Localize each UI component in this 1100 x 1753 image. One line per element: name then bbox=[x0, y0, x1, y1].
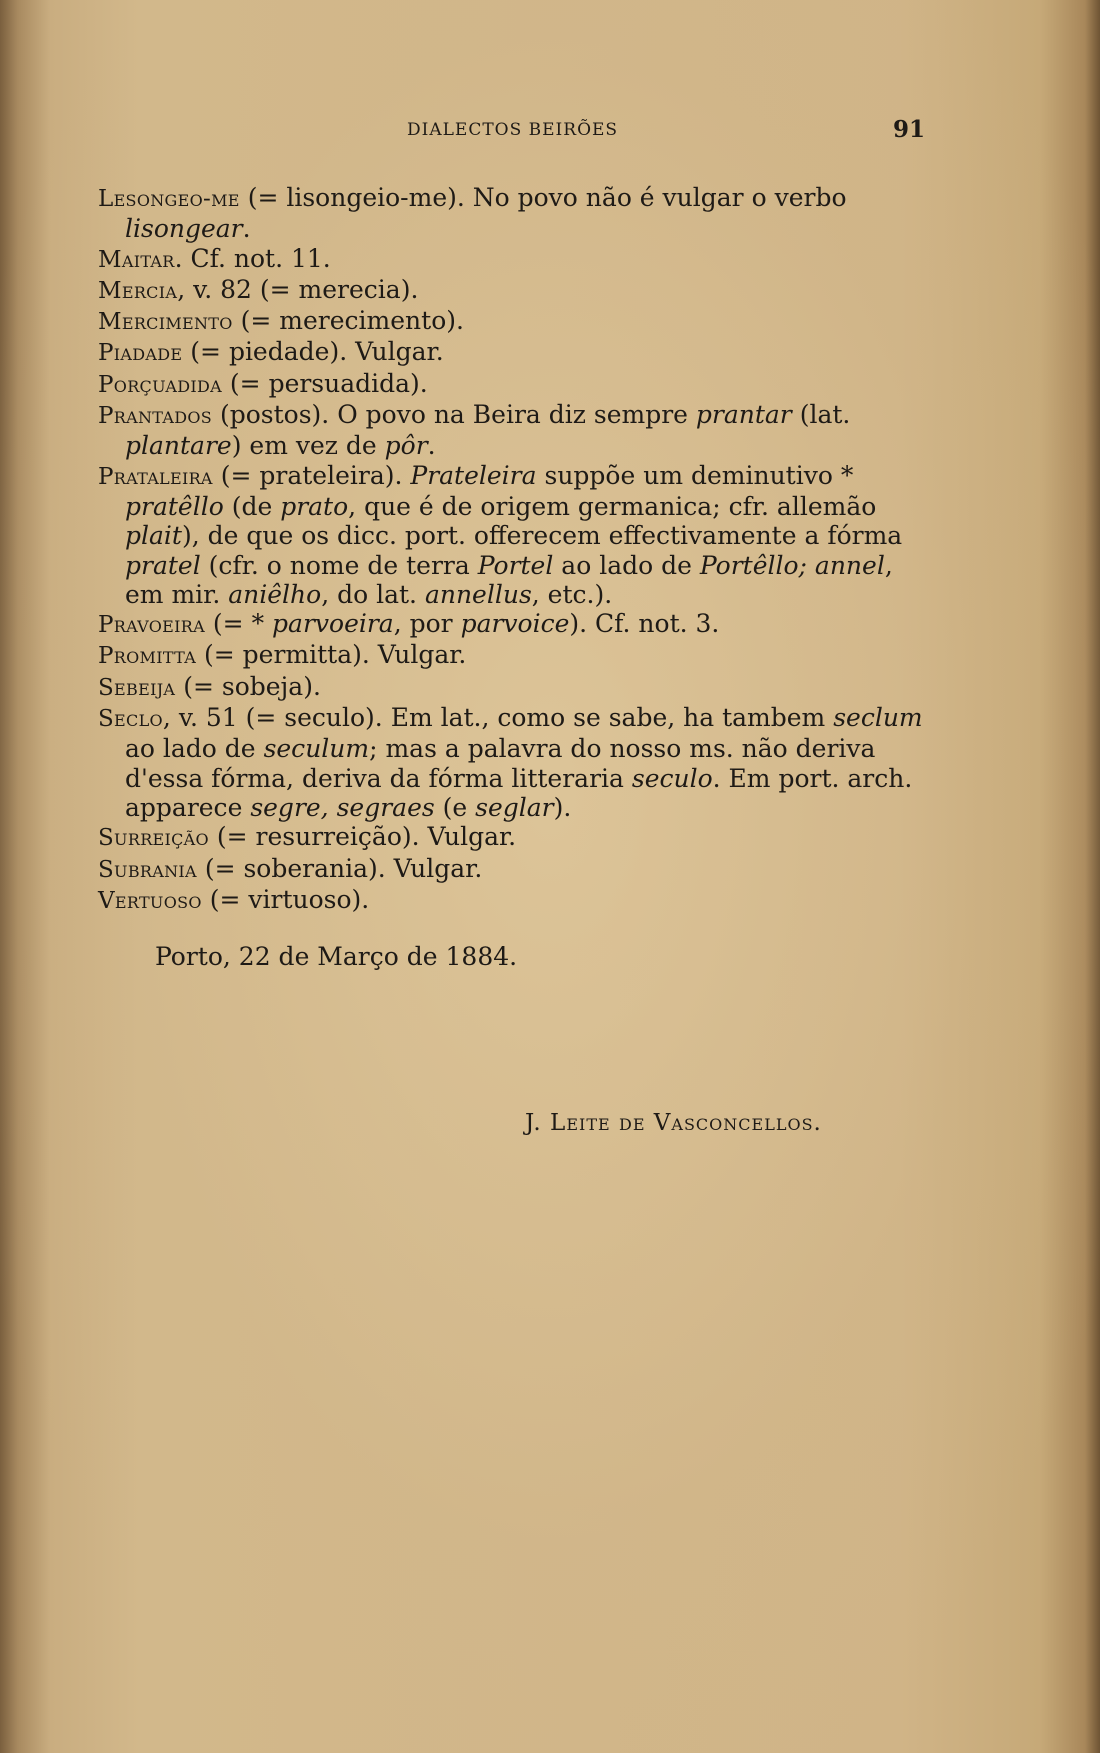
entry-text: (= sobeja). bbox=[175, 671, 321, 701]
entry-text: . bbox=[242, 214, 251, 244]
glossary-entry bbox=[98, 640, 928, 671]
entry-italic-text: lisongear bbox=[125, 214, 243, 244]
glossary-entry bbox=[98, 369, 928, 400]
entry-italic-text: prato bbox=[280, 491, 349, 521]
entry-headword: Pravoeira bbox=[98, 612, 205, 639]
page-header bbox=[0, 116, 1100, 146]
entry-headword: Subrania bbox=[98, 856, 197, 883]
entry-italic-text: seculo bbox=[631, 763, 713, 793]
glossary-entry bbox=[98, 854, 928, 885]
glossary-entry bbox=[98, 885, 928, 916]
dateline: Porto, 22 de Março de 1884. bbox=[155, 942, 518, 971]
entry-text: ; mas a palavra do nosso ms. não deriva d'essa fórma, deriva da fórma litteraria bbox=[125, 734, 876, 793]
glossary-entry bbox=[98, 183, 928, 244]
entry-text: (de bbox=[223, 491, 281, 521]
entry-italic-text: plantare bbox=[125, 431, 232, 461]
entry-text: , v. 82 (= merecia). bbox=[177, 274, 419, 304]
entry-text: (= piedade). Vulgar. bbox=[182, 337, 444, 367]
entry-text: ), de que os dicc. port. offerecem effectivamente a fórma bbox=[181, 521, 903, 551]
entry-italic-text: parvoice bbox=[460, 609, 570, 639]
entry-text: ao lado de bbox=[125, 734, 264, 764]
entry-text: (= persuadida). bbox=[221, 368, 428, 398]
entry-text: . bbox=[427, 431, 436, 461]
entry-italic-text: segre, segraes bbox=[250, 792, 435, 822]
entry-text: , v. 51 (= seculo). Em lat., como se sabe, ha tambem bbox=[162, 703, 834, 733]
entry-text: (= resurreição). Vulgar. bbox=[208, 822, 517, 852]
entry-text: (e bbox=[434, 792, 476, 822]
entry-italic-text: aniêlho bbox=[228, 579, 322, 609]
entry-text: . Cf. not. 11. bbox=[174, 243, 331, 273]
glossary-entry bbox=[98, 400, 928, 461]
entry-text: (= virtuoso). bbox=[201, 884, 370, 914]
entry-headword: Prataleira bbox=[98, 463, 213, 490]
entry-text: (= prateleira). bbox=[212, 460, 411, 490]
entry-text: , etc.). bbox=[531, 579, 613, 609]
entry-text: . Em port. arch. apparece bbox=[125, 763, 913, 822]
entry-text: ). bbox=[553, 792, 572, 822]
entry-text: (= soberania). Vulgar. bbox=[196, 853, 483, 883]
entry-italic-text: seculum bbox=[263, 734, 370, 764]
entry-headword: Seclo bbox=[98, 706, 163, 733]
running-title: DIALECTOS BEIRÕES bbox=[407, 120, 619, 140]
entry-italic-text: Portêllo; annel bbox=[699, 550, 885, 580]
entry-italic-text: prantar bbox=[695, 400, 792, 430]
entry-italic-text: seglar bbox=[475, 792, 554, 822]
glossary-entry bbox=[98, 703, 928, 822]
glossary-entry bbox=[98, 822, 928, 853]
entry-italic-text: pratêllo bbox=[125, 491, 224, 521]
entry-headword: Promitta bbox=[98, 643, 197, 670]
entry-headword: Mercimento bbox=[98, 309, 233, 336]
entry-italic-text: annellus bbox=[424, 579, 532, 609]
entry-text: , por bbox=[393, 609, 461, 639]
entry-italic-text: parvoeira bbox=[272, 609, 394, 639]
entry-italic-text: plait bbox=[125, 521, 182, 551]
glossary-entry bbox=[98, 244, 928, 275]
page-number: 91 bbox=[893, 116, 926, 143]
glossary-entry bbox=[98, 609, 928, 640]
entry-text: , do lat. bbox=[321, 579, 425, 609]
entry-text: (cfr. o nome de terra bbox=[200, 550, 478, 580]
glossary-entries bbox=[98, 183, 928, 916]
entry-italic-text: Prateleira bbox=[410, 460, 537, 490]
entry-text: (lat. bbox=[791, 400, 851, 430]
entry-text: (= * bbox=[204, 609, 273, 639]
entry-headword: Surreição bbox=[98, 825, 209, 852]
entry-headword: Maitar bbox=[98, 246, 175, 273]
glossary-entry bbox=[98, 672, 928, 703]
entry-italic-text: seclum bbox=[833, 703, 923, 733]
entry-text: suppõe um deminutivo * bbox=[536, 460, 854, 490]
entry-text: (= permitta). Vulgar. bbox=[196, 640, 467, 670]
entry-headword: Lesongeo-me bbox=[98, 186, 240, 212]
entry-headword: Prantados bbox=[98, 403, 213, 430]
glossary-entry bbox=[98, 337, 928, 368]
entry-text: ) em vez de bbox=[231, 431, 385, 461]
entry-text: (= lisongeio-me). No povo não é vulgar o verbo bbox=[239, 183, 847, 212]
author-signature: J. Leite de Vasconcellos. bbox=[525, 1110, 822, 1136]
entry-text: ). Cf. not. 3. bbox=[569, 609, 720, 639]
entry-text: (postos). O povo na Beira diz sempre bbox=[212, 400, 696, 430]
entry-headword: Vertuoso bbox=[98, 887, 202, 914]
entry-headword: Mercia bbox=[98, 277, 178, 304]
entry-italic-text: Portel bbox=[477, 550, 554, 580]
entry-italic-text: pôr bbox=[384, 431, 428, 461]
entry-text: ao lado de bbox=[553, 550, 700, 580]
glossary-entry bbox=[98, 306, 928, 337]
entry-headword: Sebeija bbox=[98, 674, 176, 701]
glossary-entry bbox=[98, 275, 928, 306]
glossary-entry bbox=[98, 461, 928, 609]
entry-text: (= merecimento). bbox=[232, 306, 464, 336]
entry-text: , em mir. bbox=[125, 550, 893, 609]
entry-italic-text: pratel bbox=[125, 550, 201, 580]
entry-headword: Porçuadida bbox=[98, 371, 222, 398]
entry-headword: Piadade bbox=[98, 340, 183, 367]
entry-text: , que é de origem germanica; cfr. allemão bbox=[348, 491, 877, 521]
